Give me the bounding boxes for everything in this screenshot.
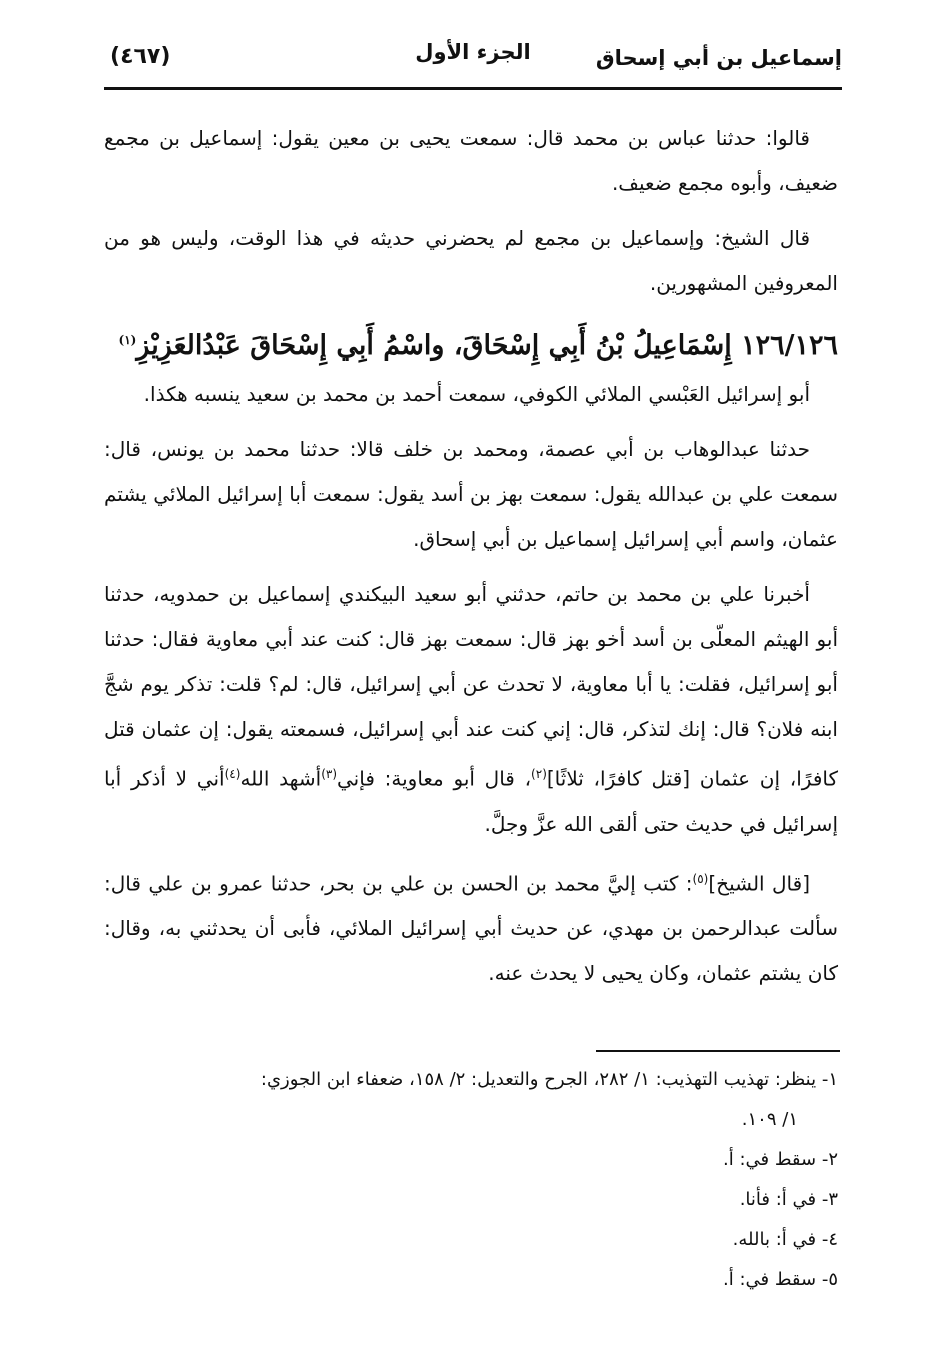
header-rule	[104, 87, 842, 90]
paragraph-6-part-b: : كتب إليَّ محمد بن الحسن بن علي بن بحر، حدثنا عمرو بن علي قال: سألت عبدالرحمن بن مهدي، عن حديث أبي إسرائيل الملائي، فأبى أن يحدثني به، وقال: كان يشتم عثمان، وكان يحيى لا يحدث عنه.	[104, 871, 838, 986]
footnote-2: ٢- سقط في: أ.	[723, 1149, 838, 1170]
footnote-5: ٥- سقط في: أ.	[723, 1269, 838, 1290]
footnote-4: ٤- في أ: بالله.	[732, 1229, 838, 1250]
paragraph-2: قال الشيخ: وإسماعيل بن مجمع لم يحضرني حديثه في هذا الوقت، وليس هو من المعروفين المشهورين.	[104, 226, 838, 295]
volume-label: الجزء الأول	[415, 40, 531, 64]
footnote-marker-2: (٢)	[531, 767, 547, 781]
footnote-1: ١- ينظر: تهذيب التهذيب: ١/ ٢٨٢، الجرح والتعديل: ٢/ ١٥٨، ضعفاء ابن الجوزي:	[260, 1069, 838, 1090]
footnote-marker-4: (٤)	[224, 767, 241, 781]
footnote-rule	[596, 1050, 840, 1052]
footnote-1-continuation: ١/ ١٠٩.	[741, 1109, 798, 1130]
paragraph-3: أبو إسرائيل العَبْسي الملائي الكوفي، سمعت أحمد بن محمد بن سعيد ينسبه هكذا.	[143, 382, 810, 406]
paragraph-1: قالوا: حدثنا عباس بن محمد قال: سمعت يحيى بن معين يقول: إسماعيل بن مجمع ضعيف، وأبوه مجمع ضعيف.	[104, 126, 838, 195]
footnote-marker-5: (٥)	[692, 871, 709, 886]
footnote-3: ٣- في أ: فأنا.	[739, 1189, 838, 1210]
entry-heading	[104, 316, 838, 370]
page-number: (٤٦٧)	[110, 44, 171, 69]
paragraph-5-part-d: أني لا أذكر أبا إسرائيل في حديث حتى ألقى الله عزَّ وجلَّ.	[104, 766, 838, 836]
paragraph-5-part-b: ، قال أبو معاوية: فإني	[337, 766, 532, 791]
page-header	[104, 38, 842, 88]
paragraph-6-part-a: [قال الشيخ]	[708, 871, 810, 896]
paragraph-5-part-c: أشهد الله	[240, 766, 322, 791]
footnotes	[104, 1060, 838, 1300]
running-title: إسماعيل بن أبي إسحاق	[595, 46, 842, 70]
paragraph-5	[104, 572, 838, 847]
paragraph-4: حدثنا عبدالوهاب بن أبي عصمة، ومحمد بن خلف قالا: حدثنا محمد بن يونس، قال: سمعت علي بن عبدالله يقول: سمعت بهز بن أسد يقول: سمعت أبا إسرائيل الملائي يشتم عثمان، واسم أبي إسرائيل إسماعيل بن أبي إسحاق.	[104, 437, 838, 551]
footnote-marker-3: (٣)	[321, 767, 338, 781]
entry-heading-text: ١٢٦/١٢٦ إِسْمَاعِيلُ بْنُ أَبِي إِسْحَاقَ، واسْمُ أَبِي إِسْحَاقَ عَبْدُالعَزِيْزِ	[136, 330, 838, 361]
paragraph-6	[104, 857, 838, 997]
paragraph-5-part-a: أخبرنا علي بن محمد بن حاتم، حدثني أبو سعيد البيكندي إسماعيل بن حمدويه، حدثنا أبو الهيثم المعلّى بن أسد أخو بهز قال: سمعت بهز قال: كنت عند أبي معاوية فقال: حدثنا أبو إسرائيل، فقلت: يا أبا معاوية، لا تحدث عن أبي إسرائيل، قال: لم؟ قلت: تذكر يوم شجَّ ابنه فلان؟ قال: إنك لتذكر، قال: إني كنت عند أبي إسرائيل، فسمعته يقول: إن عثمان قتل كافرًا، إن عثمان [قتل كافرًا، ثلاثًا]	[104, 582, 838, 791]
main-text	[104, 116, 838, 1006]
heading-footnote-marker: (١)	[118, 333, 137, 347]
